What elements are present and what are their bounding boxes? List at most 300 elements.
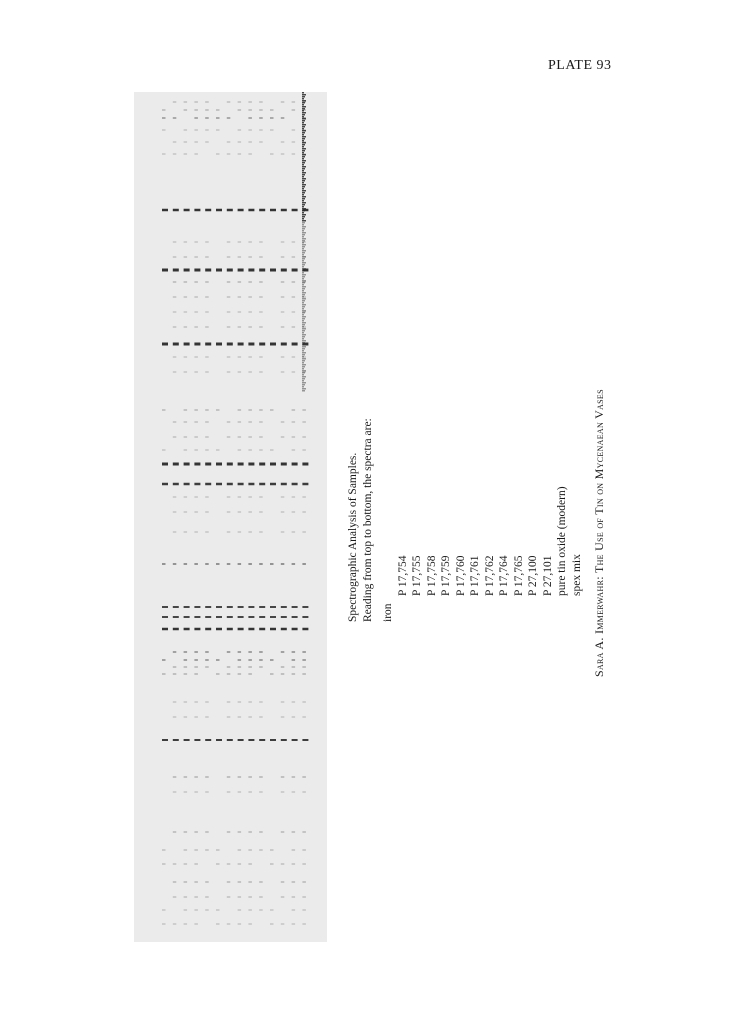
spectral-line (216, 130, 220, 131)
spectral-line (292, 832, 296, 833)
spectral-line (248, 102, 252, 103)
spectral-line (281, 717, 285, 718)
spectral-line (205, 357, 209, 358)
reference-spectrum-line (302, 142, 306, 144)
spectral-line (184, 512, 188, 513)
spectral-line (194, 282, 198, 283)
spectral-line (259, 297, 263, 298)
spectral-line (173, 792, 177, 793)
reference-spectrum-line (302, 322, 306, 324)
spectral-line (205, 372, 209, 373)
spectral-line (238, 832, 242, 833)
reference-spectrum-line (302, 324, 305, 326)
spectral-line (227, 312, 231, 313)
reference-spectrum-line (302, 356, 304, 358)
spectral-line (194, 110, 198, 111)
reference-spectrum-line (302, 292, 306, 294)
spectral-line (270, 483, 276, 486)
spectral-line (270, 910, 274, 911)
spectral-line (194, 297, 198, 298)
spectral-line (270, 410, 274, 411)
spectral-line (205, 297, 209, 298)
spectral-line (238, 209, 244, 212)
reference-spectrum-line (302, 230, 304, 232)
reference-spectrum-line (302, 284, 304, 286)
spectral-line (270, 450, 274, 451)
spectral-line (194, 882, 198, 883)
spectral-line (184, 357, 188, 358)
spectral-line (248, 209, 254, 212)
reference-spectrum-line (302, 282, 305, 284)
spectra-item: P 17,755 (411, 555, 423, 596)
spectral-line (227, 792, 231, 793)
caption-title: Spectrographic Analysis of Samples. (347, 452, 359, 622)
reference-spectrum-line (302, 378, 305, 380)
spectral-line (173, 242, 177, 243)
spectral-line (302, 422, 306, 423)
spectral-line (281, 422, 285, 423)
reference-spectrum-line (302, 194, 304, 196)
reference-spectrum-line (302, 150, 305, 152)
spectral-line (259, 450, 263, 451)
spectral-line (292, 437, 296, 438)
spectral-line (248, 297, 252, 298)
spectral-line (259, 257, 263, 258)
spectral-line (259, 667, 263, 668)
spectral-line (194, 450, 198, 451)
spectral-line (173, 651, 177, 653)
reference-spectrum-line (302, 196, 306, 198)
spectral-line (248, 792, 252, 793)
spectral-line (270, 117, 274, 119)
spectral-line (184, 897, 188, 898)
spectral-line (302, 410, 306, 411)
spectral-line (216, 110, 220, 111)
spectral-line (227, 667, 231, 668)
spectral-line (216, 659, 220, 661)
spectral-line (238, 450, 242, 451)
spectral-line (248, 777, 252, 778)
spectral-line (302, 924, 306, 925)
spectral-line (194, 651, 198, 653)
spectral-line (184, 651, 188, 653)
spectral-line (162, 154, 166, 155)
spectral-line (292, 628, 298, 631)
spectral-line (227, 702, 231, 703)
spectral-line (281, 628, 287, 631)
reference-spectrum-line (302, 248, 304, 250)
spectral-line (194, 154, 198, 155)
reference-spectrum-line (302, 190, 306, 192)
spectral-line (259, 628, 265, 631)
spectral-line (248, 282, 252, 283)
spectral-line (162, 864, 166, 865)
spectral-line (216, 563, 220, 565)
spectral-line (292, 717, 296, 718)
spectral-line (259, 209, 265, 212)
spectral-line (184, 616, 190, 618)
spectral-line (184, 532, 188, 533)
reference-spectrum-line (302, 372, 305, 374)
reference-spectrum-line (302, 92, 304, 94)
reference-spectrum-line (302, 184, 306, 186)
spectral-line (162, 110, 166, 111)
reference-spectrum-line (302, 300, 305, 302)
reference-spectrum-line (302, 334, 306, 336)
spectral-line (205, 327, 209, 328)
reference-spectrum-line (302, 214, 306, 216)
spectral-line (194, 777, 198, 778)
spectral-line (205, 606, 211, 608)
reference-spectrum-line (302, 104, 304, 106)
spectral-line (259, 717, 263, 718)
spectral-line (173, 717, 177, 718)
spectral-line (194, 422, 198, 423)
spectral-line (227, 102, 231, 103)
spectral-line (238, 651, 242, 653)
spectral-line (270, 628, 276, 631)
spectral-line (238, 924, 242, 925)
reference-spectrum-line (302, 330, 305, 332)
spectral-line (216, 209, 222, 212)
spectral-line (184, 717, 188, 718)
spectral-line (173, 372, 177, 373)
spectral-line (248, 628, 254, 631)
spectral-line (281, 437, 285, 438)
spectral-line (162, 209, 168, 212)
reference-spectrum-line (302, 338, 304, 340)
spectral-line (238, 327, 242, 328)
spectral-line (173, 297, 177, 298)
spectral-line (248, 667, 252, 668)
reference-spectrum-line (302, 130, 306, 132)
reference-spectrum-line (302, 100, 306, 102)
reference-spectrum-line (302, 318, 305, 320)
spectral-line (238, 606, 244, 608)
spectral-line (184, 739, 190, 741)
spectral-line (205, 242, 209, 243)
reference-spectrum-line (302, 110, 304, 112)
spectral-line (194, 717, 198, 718)
spectral-line (292, 897, 296, 898)
reference-spectrum-line (302, 290, 304, 292)
spectral-line (184, 312, 188, 313)
reference-spectrum-line (302, 144, 305, 146)
spectral-line (216, 343, 222, 346)
spectral-line (259, 327, 263, 328)
spectral-line (292, 659, 296, 661)
spectral-line (184, 882, 188, 883)
spectral-line (292, 209, 298, 212)
spectral-line (205, 463, 211, 466)
reference-spectrum-line (302, 180, 305, 182)
spectral-line (238, 739, 244, 741)
reference-spectrum-line (302, 224, 304, 226)
spectral-line (205, 651, 209, 653)
spectral-line (227, 242, 231, 243)
spectral-line (216, 910, 220, 911)
spectral-line (281, 297, 285, 298)
spectral-line (248, 422, 252, 423)
reference-spectrum-line (302, 240, 305, 242)
spectral-line (227, 616, 233, 618)
spectral-line (227, 864, 231, 865)
spectral-line (227, 117, 231, 119)
reference-spectrum-line (302, 156, 305, 158)
spectral-line (205, 659, 209, 661)
spectral-line (173, 117, 177, 119)
spectral-line (259, 882, 263, 883)
spectral-line (205, 532, 209, 533)
spectral-line (173, 777, 177, 778)
spectral-line (194, 327, 198, 328)
spectral-line (162, 850, 166, 851)
spectral-line (227, 924, 231, 925)
spectral-line (173, 422, 177, 423)
spectral-line (259, 606, 265, 608)
spectral-line (248, 463, 254, 466)
spectral-line (194, 117, 198, 119)
spectral-line (173, 269, 179, 272)
spectral-line (270, 269, 276, 272)
spectral-line (238, 910, 242, 911)
spectral-line (194, 864, 198, 865)
spectral-line (162, 269, 168, 272)
reference-spectrum-line (302, 168, 305, 170)
spectral-line (302, 463, 308, 466)
reference-spectrum-line (302, 178, 306, 180)
spectral-line (238, 312, 242, 313)
spectral-line (194, 792, 198, 793)
spectral-line (238, 792, 242, 793)
spectral-line (205, 563, 209, 565)
spectral-line (238, 110, 242, 111)
spectral-line (248, 142, 252, 143)
spectral-line (205, 209, 211, 212)
spectra-item: P 27,101 (541, 555, 554, 596)
spectra-item: P 17,764 (498, 555, 510, 596)
spectral-line (238, 616, 244, 618)
spectral-line (173, 257, 177, 258)
spectral-line (238, 497, 242, 498)
spectral-line (292, 269, 298, 272)
spectral-line (281, 616, 287, 618)
spectral-line (205, 343, 211, 346)
reference-spectrum-line (302, 236, 304, 238)
reference-spectrum-line (302, 114, 305, 116)
spectral-line (270, 463, 276, 466)
spectral-line (184, 343, 190, 346)
spectral-line (270, 674, 274, 675)
spectral-line (173, 142, 177, 143)
spectral-line (281, 209, 287, 212)
spectral-line (227, 269, 233, 272)
spectral-line (259, 422, 263, 423)
spectral-line (227, 257, 231, 258)
spectral-line (162, 117, 166, 119)
spectral-line (292, 882, 296, 883)
spectral-line (194, 483, 200, 486)
spectral-line (248, 437, 252, 438)
spectral-line (173, 606, 179, 608)
spectral-line (238, 777, 242, 778)
spectral-line (281, 606, 287, 608)
spectral-line (227, 483, 233, 486)
spectral-line (270, 154, 274, 155)
reference-spectrum-line (302, 162, 305, 164)
spectral-line (216, 463, 222, 466)
reference-spectrum-line (302, 270, 305, 272)
spectral-line (302, 483, 308, 486)
spectral-line (162, 130, 166, 131)
spectral-line (205, 616, 211, 618)
spectral-line (248, 651, 252, 653)
spectral-line (248, 702, 252, 703)
spectral-line (292, 297, 296, 298)
spectral-line (238, 102, 242, 103)
spectral-line (302, 792, 306, 793)
reference-spectrum-line (302, 152, 304, 154)
spectral-line (173, 327, 177, 328)
spectral-line (194, 850, 198, 851)
spectral-line (205, 832, 209, 833)
spectral-line (248, 327, 252, 328)
spectral-line (194, 512, 198, 513)
spectral-line (173, 882, 177, 883)
spectral-line (292, 910, 296, 911)
spectral-line (184, 606, 190, 608)
reference-spectrum-line (302, 232, 306, 234)
spectral-line (162, 463, 168, 466)
reference-spectrum-line (302, 134, 304, 136)
reference-spectrum-line (302, 332, 304, 334)
reference-spectrum-line (302, 384, 305, 386)
spectral-line (227, 674, 231, 675)
spectral-line (292, 674, 296, 675)
reference-spectrum-line (302, 126, 305, 128)
spectral-line (173, 563, 177, 565)
spectral-line (173, 924, 177, 925)
spectral-line (259, 651, 263, 653)
spectral-line (162, 659, 166, 661)
spectral-line (205, 667, 209, 668)
spectral-line (194, 532, 198, 533)
spectral-line (173, 357, 177, 358)
spectral-line (259, 563, 263, 565)
reference-spectrum-line (302, 264, 305, 266)
spectral-line (259, 110, 263, 111)
reference-spectrum-line (302, 182, 304, 184)
spectral-line (173, 512, 177, 513)
spectral-line (184, 257, 188, 258)
reference-spectrum-line (302, 274, 306, 276)
spectral-line (173, 437, 177, 438)
reference-spectrum-line (302, 228, 305, 230)
spectral-line (238, 357, 242, 358)
spectral-line (194, 410, 198, 411)
spectral-line (194, 702, 198, 703)
spectral-line (270, 616, 276, 618)
spectral-line (227, 282, 231, 283)
spectral-line (238, 343, 244, 346)
spectral-line (248, 269, 254, 272)
reference-spectrum-line (302, 246, 305, 248)
spectral-line (205, 497, 209, 498)
spectral-line (292, 606, 298, 608)
spectral-line (259, 463, 265, 466)
spectral-line (227, 832, 231, 833)
spectral-line (227, 777, 231, 778)
spectral-line (184, 497, 188, 498)
spectral-line (259, 282, 263, 283)
spectral-line (292, 497, 296, 498)
spectral-line (216, 850, 220, 851)
spectral-line (205, 282, 209, 283)
spectral-line (184, 110, 188, 111)
reference-spectrum-line (302, 340, 306, 342)
spectral-line (205, 702, 209, 703)
spectral-line (194, 628, 200, 631)
spectral-line (194, 142, 198, 143)
spectral-line (281, 897, 285, 898)
spectral-line (194, 563, 198, 565)
spectral-line (281, 257, 285, 258)
reference-spectrum-line (302, 220, 306, 222)
spectral-line (248, 450, 252, 451)
spectral-line (302, 897, 306, 898)
reference-spectrum-line (302, 296, 304, 298)
spectral-line (270, 110, 274, 111)
spectral-line (292, 563, 296, 565)
spectral-line (194, 257, 198, 258)
spectral-line (227, 606, 233, 608)
spectral-line (292, 616, 298, 618)
spectral-line (216, 606, 222, 608)
spectral-line (184, 437, 188, 438)
spectral-line (238, 297, 242, 298)
spectral-line (302, 606, 308, 608)
spectral-line (205, 792, 209, 793)
spectral-line (238, 702, 242, 703)
reference-spectrum-line (302, 376, 306, 378)
spectral-line (281, 792, 285, 793)
reference-spectrum-line (302, 342, 305, 344)
spectral-line (302, 563, 306, 565)
spectral-line (194, 463, 200, 466)
spectral-line (205, 312, 209, 313)
spectral-line (302, 702, 306, 703)
spectral-line (184, 864, 188, 865)
spectral-line (302, 437, 306, 438)
spectral-line (302, 512, 306, 513)
reference-spectrum-line (302, 346, 306, 348)
spectral-line (227, 651, 231, 653)
spectral-line (281, 269, 287, 272)
spectral-line (270, 130, 274, 131)
spectral-line (216, 864, 220, 865)
spectral-line (227, 422, 231, 423)
spectral-line (259, 897, 263, 898)
spectral-line (270, 563, 274, 565)
spectral-line (173, 897, 177, 898)
spectra-item: iron (382, 603, 394, 622)
spectral-line (173, 628, 179, 631)
spectral-line (194, 924, 198, 925)
spectral-line (248, 343, 254, 346)
spectral-line (281, 282, 285, 283)
spectral-line (281, 739, 287, 741)
spectral-line (238, 512, 242, 513)
